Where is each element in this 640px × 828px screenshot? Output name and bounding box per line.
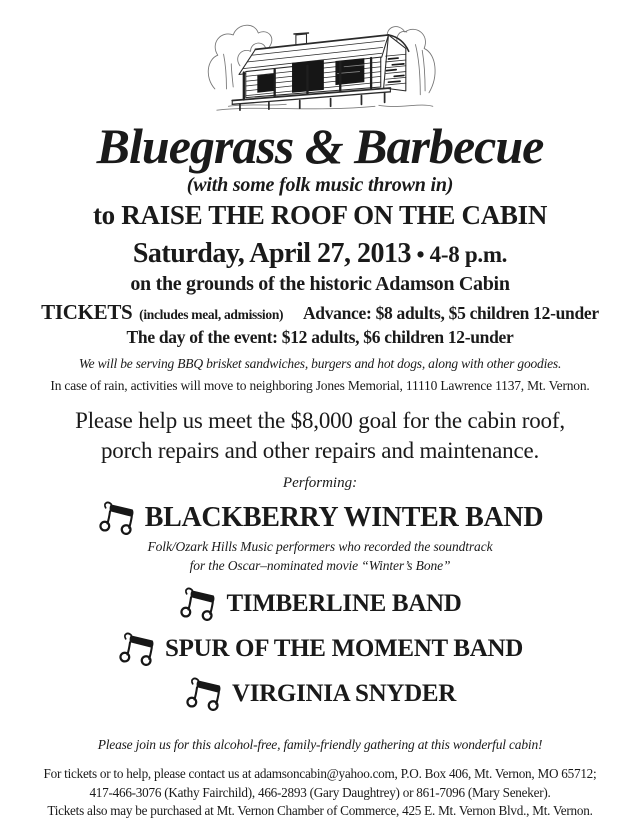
music-notes-icon <box>117 629 157 666</box>
music-notes-icon <box>97 498 137 535</box>
tickets-dayof-price: The day of the event: $12 adults, $6 children 12-under <box>126 327 514 347</box>
music-notes-icon <box>184 674 224 711</box>
band-row-virginia-snyder <box>0 678 640 711</box>
band-name: TIMBERLINE BAND <box>226 590 462 618</box>
band-description <box>0 537 640 576</box>
goal-line-1: Please help us meet the $8,000 goal for the cabin roof, <box>75 408 565 433</box>
tickets-line <box>0 300 640 325</box>
event-date: Saturday, April 27, 2013 <box>132 238 412 269</box>
page-title: Bluegrass & Barbecue <box>96 118 544 174</box>
goal-line-2: porch repairs and other repairs and maintenance. <box>100 438 540 464</box>
food-line: We will be serving BBQ brisket sandwiches, burgers and hot dogs, along with other goodies. <box>78 356 562 371</box>
tickets-label: TICKETS <box>41 300 133 324</box>
fundraising-goal <box>0 406 640 467</box>
rain-plan-line: In case of rain, activities will move to neighboring Jones Memorial, 11110 Lawrence 1137, Mt. Vernon. <box>50 378 590 393</box>
band-description-line-1: Folk/Ozark Hills Music performers who recorded the soundtrack <box>147 538 493 554</box>
cabin-drawing-icon <box>195 6 445 114</box>
band-name: BLACKBERRY WINTER BAND <box>144 502 544 534</box>
cabin-illustration <box>0 0 640 119</box>
tickets-advance-price: Advance: $8 adults, $5 children 12-under <box>302 303 599 323</box>
performing-heading: Performing: <box>282 474 358 491</box>
flyer-subtitle: (with some folk music thrown in) <box>186 174 454 196</box>
tickets-note: (includes meal, admission) <box>139 307 284 322</box>
event-location: on the grounds of the historic Adamson Cabin <box>130 273 510 295</box>
band-row-timberline <box>0 588 640 621</box>
flyer-tagline: to RAISE THE ROOF ON THE CABIN <box>92 200 548 230</box>
music-notes-icon <box>178 584 218 621</box>
band-name: VIRGINIA SNYDER <box>231 680 457 708</box>
contact-line-2: 417-466-3076 (Kathy Fairchild), 466-2893 (Gary Daughtrey) or 861-7096 (Mary Seneker). <box>89 784 551 800</box>
contact-block <box>0 765 640 821</box>
band-row-spur-of-the-moment <box>0 633 640 666</box>
invite-line: Please join us for this alcohol-free, family-friendly gathering at this wonderful cabin! <box>97 736 543 752</box>
event-time: • 4-8 p.m. <box>411 242 508 267</box>
band-description-line-2: for the Oscar–nominated movie “Winter’s Bone” <box>189 558 451 574</box>
band-row-blackberry-winter <box>0 502 640 535</box>
contact-line-3: Tickets also may be purchased at Mt. Vernon Chamber of Commerce, 425 E. Mt. Vernon Blvd., Mt. Vernon. <box>47 803 593 819</box>
event-dateline <box>0 238 640 270</box>
contact-line-1: For tickets or to help, please contact us at adamsoncabin@yahoo.com, P.O. Box 406, Mt. Vernon, MO 65712; <box>43 765 597 781</box>
band-name: SPUR OF THE MOMENT BAND <box>165 635 523 663</box>
